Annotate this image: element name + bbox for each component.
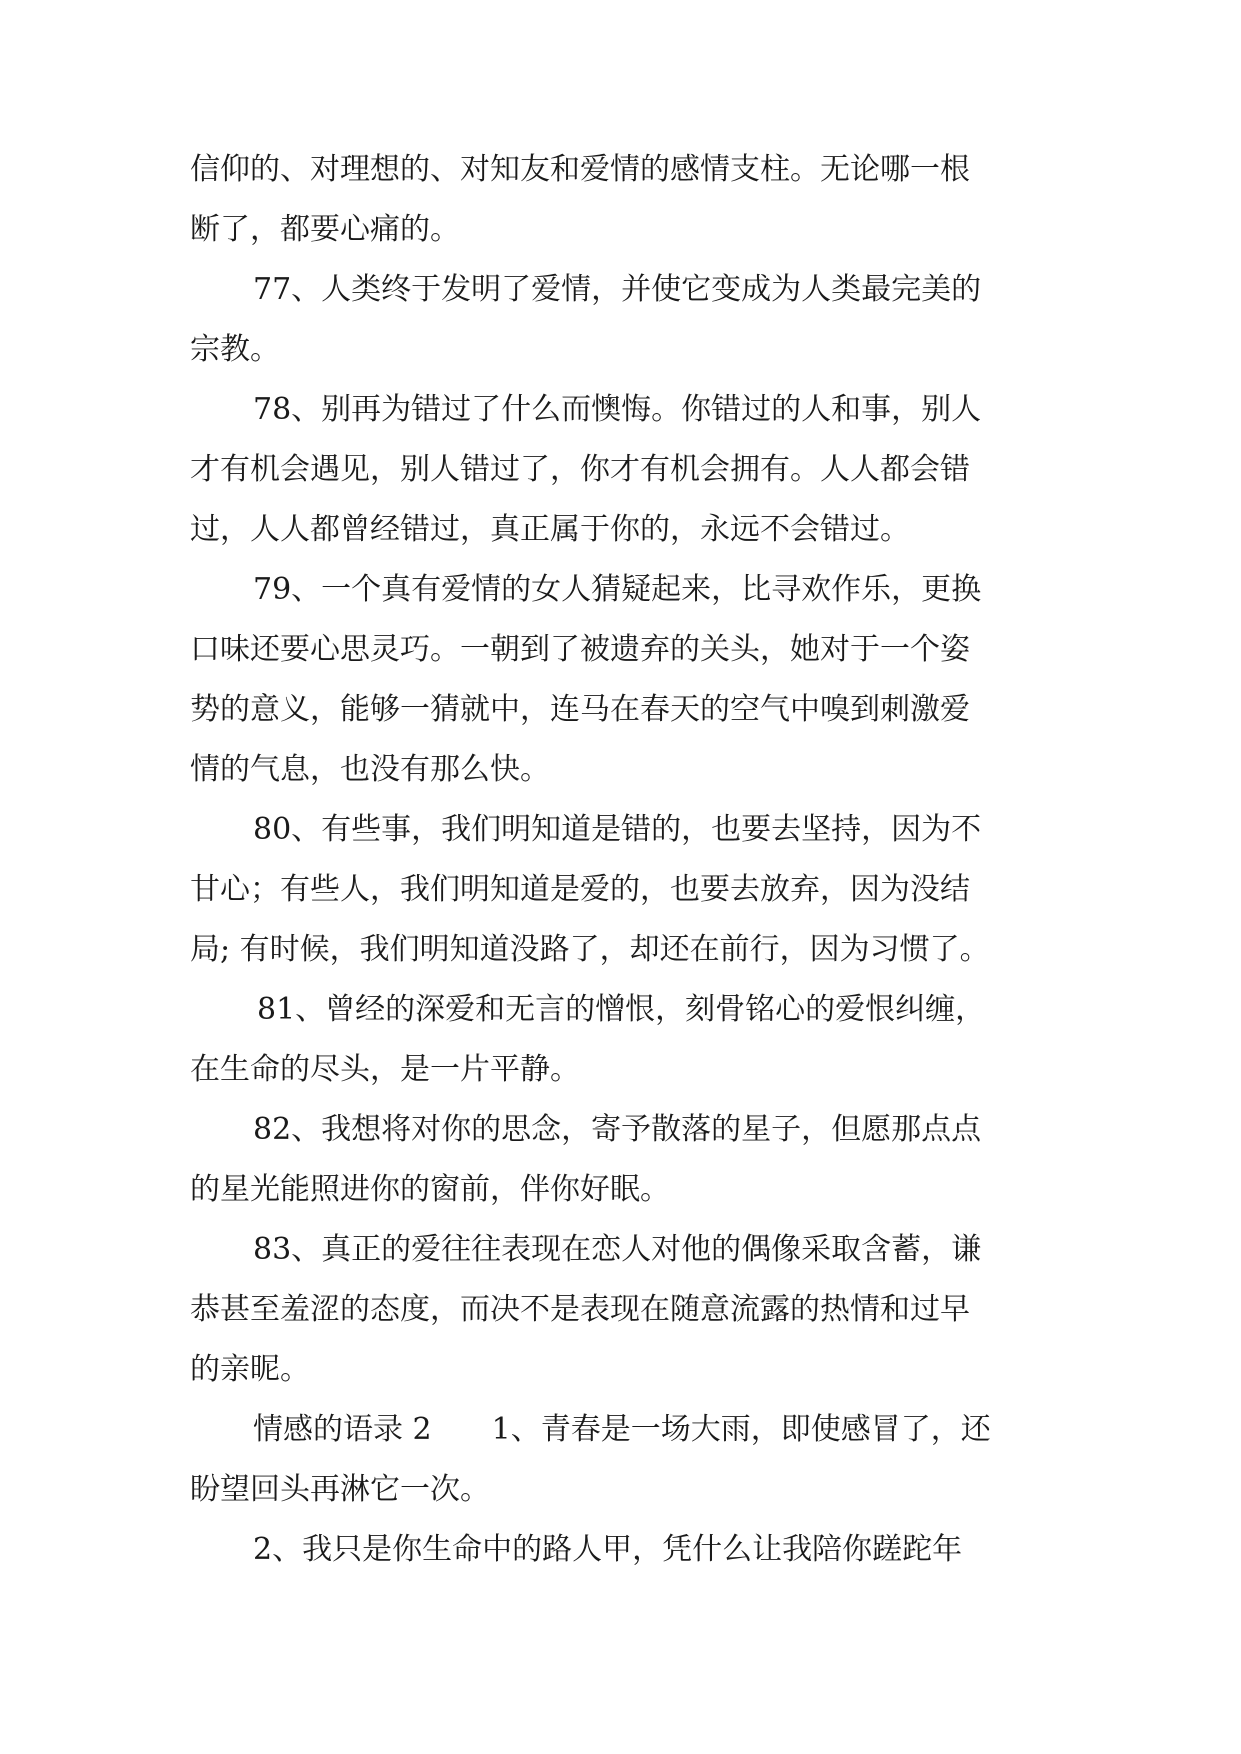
text-line: 信仰的、对理想的、对知友和爱情的感情支柱。无论哪一根 [190,152,970,187]
text-line: 的星光能照进你的窗前，伴你好眠。 [190,1172,670,1207]
text-line: 过，人人都曾经错过，真正属于你的，永远不会错过。 [190,512,910,547]
text-line: 盼望回头再淋它一次。 [190,1472,490,1507]
text-line: 口味还要心思灵巧。一朝到了被遗弃的关头，她对于一个姿 [190,632,970,667]
text-line: 甘心；有些人，我们明知道是爱的，也要去放弃，因为没结 [190,872,970,907]
text-line: 情感的语录 2 1、青春是一场大雨，即使感冒了，还 [253,1412,991,1447]
text-line: 83、真正的爱往往表现在恋人对他的偶像采取含蓄，谦 [253,1232,982,1267]
text-line: 81、曾经的深爱和无言的憎恨，刻骨铭心的爱恨纠缠， [257,992,986,1027]
text-line: 78、别再为错过了什么而懊悔。你错过的人和事，别人 [253,392,982,427]
text-line: 在生命的尽头，是一片平静。 [190,1052,580,1087]
text-line: 79、一个真有爱情的女人猜疑起来，比寻欢作乐，更换 [253,572,982,607]
text-line: 断了，都要心痛的。 [190,212,460,247]
text-line: 才有机会遇见，别人错过了，你才有机会拥有。人人都会错 [190,452,970,487]
text-line: 80、有些事，我们明知道是错的，也要去坚持，因为不 [253,812,982,847]
text-line: 2、我只是你生命中的路人甲，凭什么让我陪你蹉跎年 [253,1532,963,1567]
text-line: 情的气息，也没有那么快。 [190,752,550,787]
text-line: 的亲昵。 [190,1352,310,1387]
text-line: 恭甚至羞涩的态度，而决不是表现在随意流露的热情和过早 [190,1292,970,1327]
text-line: 势的意义，能够一猜就中，连马在春天的空气中嗅到刺激爱 [190,692,970,727]
text-line: 82、我想将对你的思念，寄予散落的星子，但愿那点点 [253,1112,982,1147]
text-line: 77、人类终于发明了爱情，并使它变成为人类最完美的 [253,272,982,307]
text-line: 宗教。 [190,332,280,367]
text-line: 局; 有时候，我们明知道没路了，却还在前行，因为习惯了。 [190,932,990,967]
